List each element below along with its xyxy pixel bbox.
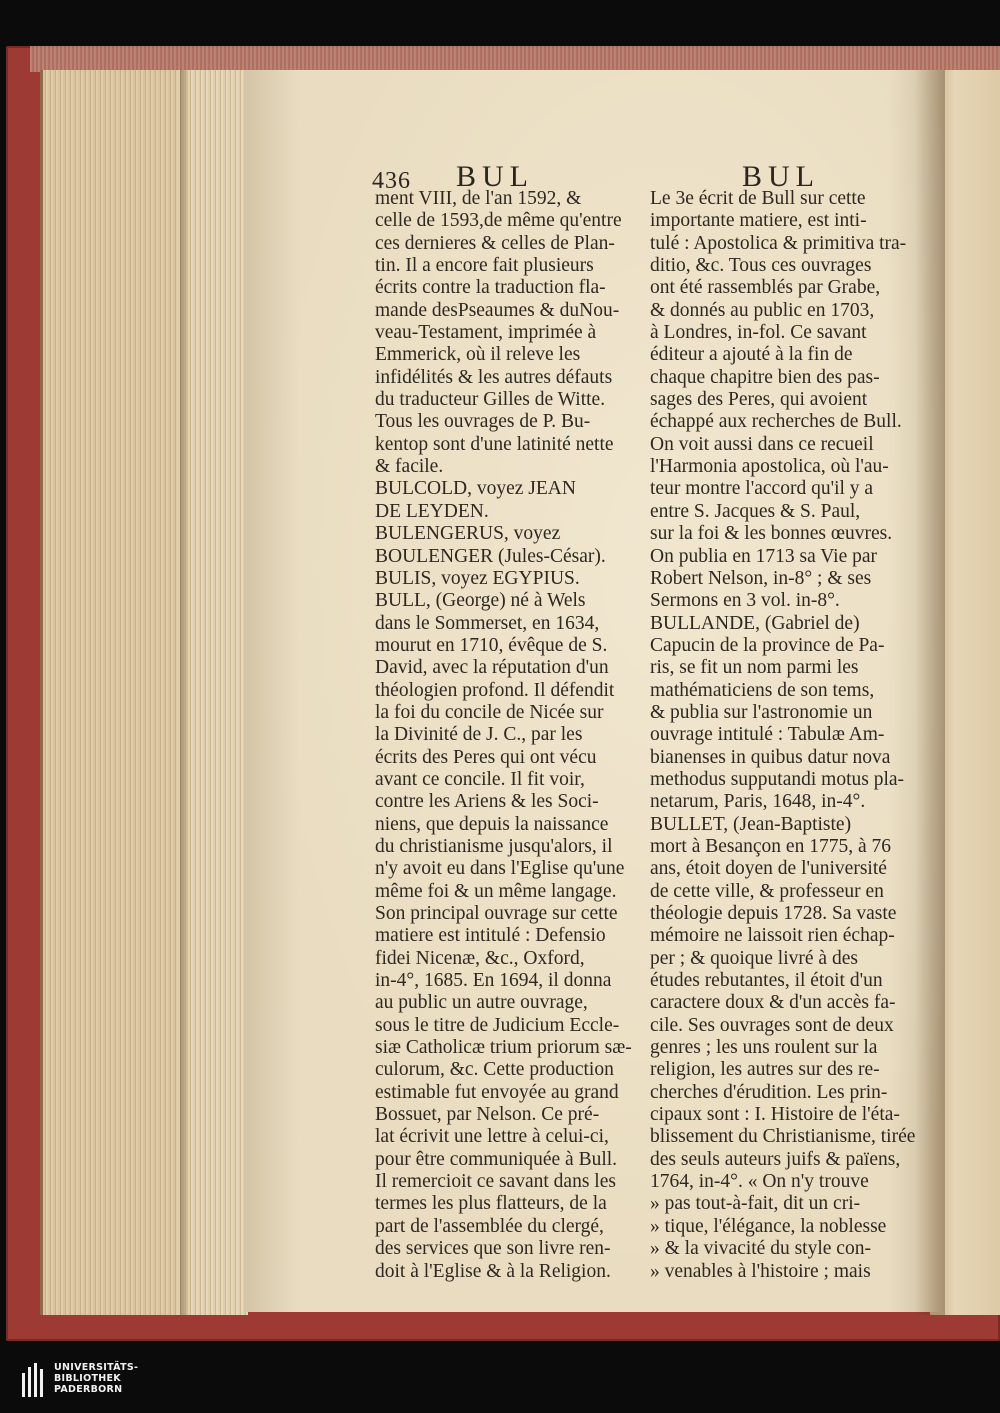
text-line: importante matiere, est inti- (650, 210, 867, 232)
text-column-left (375, 188, 645, 1283)
running-header-left: BUL (456, 160, 534, 193)
book-cover-edge (30, 46, 1000, 72)
text-line: Bossuet, par Nelson. Ce pré- (375, 1104, 600, 1126)
text-line: Le 3e écrit de Bull sur cette (650, 188, 866, 209)
text-line: ment VIII, de l'an 1592, & (375, 188, 582, 209)
text-line: études rebutantes, il étoit d'un (650, 970, 883, 992)
text-line: teur montre l'accord qu'il y a (650, 478, 874, 500)
text-line: veau-Testament, imprimée à (375, 322, 597, 344)
text-line: écrits contre la traduction fla- (375, 277, 606, 299)
text-line: David, avec la réputation d'un (375, 657, 609, 679)
text-line: la Divinité de J. C., par les (375, 724, 583, 746)
text-line: ris, se fit un nom parmi les (650, 657, 859, 679)
text-line: infidélités & les autres défauts (375, 366, 613, 388)
text-line: sages des Peres, qui avoient (650, 389, 868, 411)
text-column-right (650, 188, 915, 1283)
text-line: tulé : Apostolica & primitiva tra- (650, 232, 907, 254)
text-line: mémoire ne laissoit rien échap- (650, 925, 895, 947)
text-line: bianenses in quibus datur nova (650, 746, 891, 768)
text-line: du traducteur Gilles de Witte. (375, 389, 606, 411)
text-line: & publia sur l'astronomie un (650, 701, 873, 723)
text-line: termes les plus flatteurs, de la (375, 1193, 607, 1215)
text-line: sur la foi & les bonnes œuvres. (650, 523, 893, 545)
text-line: On voit aussi dans ce recueil (650, 433, 874, 455)
text-line: matiere est intitulé : Defensio (375, 925, 606, 947)
text-line: mande desPseaumes & duNou- (375, 299, 620, 321)
text-line: BULLANDE, (Gabriel de) (650, 612, 860, 634)
text-line: BULLET, (Jean-Baptiste) (650, 813, 852, 835)
text-line: entre S. Jacques & S. Paul, (650, 500, 861, 522)
text-line: échappé aux recherches de Bull. (650, 411, 902, 433)
text-line: BULCOLD, voyez JEAN (375, 478, 576, 500)
text-line: à Londres, in-fol. Ce savant (650, 322, 867, 344)
text-line: mort à Besançon en 1775, à 76 (650, 835, 891, 857)
text-line: ont été rassemblés par Grabe, (650, 277, 881, 299)
library-logo-text (54, 1362, 138, 1395)
logo-line-3: PADERBORN (54, 1384, 123, 1395)
text-line: BOULENGER (Jules-César). (375, 545, 606, 567)
text-line: genres ; les uns roulent sur la (650, 1037, 878, 1059)
text-line: caractere doux & d'un accès fa- (650, 992, 896, 1014)
text-line: blissement du Christianisme, tirée (650, 1126, 916, 1148)
text-line: » venables à l'histoire ; mais (650, 1260, 871, 1282)
text-line: netarum, Paris, 1648, in-4°. (650, 791, 866, 813)
text-line: estimable fut envoyée au grand (375, 1081, 619, 1103)
text-line: la foi du concile de Nicée sur (375, 701, 604, 723)
text-line: per ; & quoique livré à des (650, 947, 858, 969)
text-line: cile. Ses ouvrages sont de deux (650, 1014, 894, 1036)
text-line: Il remercioit ce savant dans les (375, 1171, 616, 1193)
text-line: doit à l'Eglise & à la Religion. (375, 1260, 611, 1282)
text-line: des seuls auteurs juifs & païens, (650, 1148, 901, 1170)
page-gutter (915, 70, 945, 1315)
text-line: » & la vivacité du style con- (650, 1238, 871, 1260)
text-line: methodus supputandi motus pla- (650, 768, 905, 790)
text-line: théologien profond. Il défendit (375, 679, 615, 701)
text-line: sous le titre de Judicium Eccle- (375, 1014, 620, 1036)
text-line: » tique, l'élégance, la noblesse (650, 1215, 887, 1237)
text-line: tin. Il a encore fait plusieurs (375, 255, 594, 277)
text-line: religion, les autres sur des re- (650, 1059, 880, 1081)
page-edge-shadow (180, 70, 188, 1315)
text-line: de cette ville, & professeur en (650, 880, 884, 902)
text-line: ouvrage intitulé : Tabulæ Am- (650, 724, 885, 746)
logo-line-2: BIBLIOTHEK (54, 1373, 121, 1384)
text-line: au public un autre ouvrage, (375, 992, 588, 1014)
page-edges-left (40, 70, 183, 1315)
text-line: ces dernieres & celles de Plan- (375, 232, 615, 254)
text-line: théologie depuis 1728. Sa vaste (650, 903, 897, 924)
text-line: kentop sont d'une latinité nette (375, 433, 614, 455)
page-number: 436 (372, 168, 411, 194)
page-edges-inner (178, 70, 248, 1315)
text-line: Robert Nelson, in-8° ; & ses (650, 567, 872, 589)
text-line: éditeur a ajouté à la fin de (650, 344, 853, 366)
text-line: BULIS, voyez EGYPIUS. (375, 567, 580, 589)
text-line: in-4°, 1685. En 1694, il donna (375, 970, 612, 992)
text-line: ditio, &c. Tous ces ouvrages (650, 255, 872, 277)
library-logo-icon (22, 1363, 44, 1397)
text-line: du christianisme jusqu'alors, il (375, 835, 613, 857)
text-line: chaque chapitre bien des pas- (650, 366, 880, 388)
text-line: cherches d'érudition. Les prin- (650, 1081, 888, 1103)
text-line: part de l'assemblée du clergé, (375, 1215, 604, 1237)
text-line: Son principal ouvrage sur cette (375, 903, 618, 924)
text-line: & facile. (375, 456, 444, 478)
text-line: n'y avoit eu dans l'Eglise qu'une (375, 858, 625, 880)
text-line: culorum, &c. Cette production (375, 1059, 614, 1081)
text-line: 1764, in-4°. « On n'y trouve (650, 1171, 869, 1193)
text-line: avant ce concile. Il fit voir, (375, 768, 585, 790)
text-line: & donnés au public en 1703, (650, 299, 875, 321)
text-line: siæ Catholicæ trium priorum sæ- (375, 1037, 632, 1059)
text-line: dans le Sommerset, en 1634, (375, 612, 600, 634)
text-line: même foi & un même langage. (375, 880, 617, 902)
text-line: » pas tout-à-fait, dit un cri- (650, 1193, 861, 1215)
text-line: Emmerick, où il releve les (375, 344, 581, 366)
text-line: BULL, (George) né à Wels (375, 590, 586, 612)
text-line: mourut en 1710, évêque de S. (375, 634, 608, 656)
text-line: BULENGERUS, voyez (375, 523, 561, 545)
text-line: niens, que depuis la naissance (375, 813, 609, 835)
text-line: ans, étoit doyen de l'université (650, 858, 887, 880)
text-line: des services que son livre ren- (375, 1238, 611, 1260)
text-line: Tous les ouvrages de P. Bu- (375, 411, 591, 433)
text-line: mathématiciens de son tems, (650, 679, 875, 701)
text-line: cipaux sont : I. Histoire de l'éta- (650, 1104, 900, 1126)
text-line: DE LEYDEN. (375, 500, 489, 522)
text-line: lat écrivit une lettre à celui-ci, (375, 1126, 609, 1148)
text-line: Capucin de la province de Pa- (650, 634, 885, 656)
text-line: écrits des Peres qui ont vécu (375, 746, 597, 768)
text-line: l'Harmonia apostolica, où l'au- (650, 456, 889, 478)
text-line: Sermons en 3 vol. in-8°. (650, 590, 840, 612)
text-line: contre les Ariens & les Soci- (375, 791, 599, 813)
running-header-right: BUL (742, 160, 820, 193)
text-line: On publia en 1713 sa Vie par (650, 545, 878, 567)
text-line: pour être communiquée à Bull. (375, 1148, 618, 1170)
text-line: celle de 1593,de même qu'entre (375, 210, 622, 232)
text-line: fidei Nicenæ, &c., Oxford, (375, 947, 585, 969)
logo-line-1: UNIVERSITÄTS- (54, 1362, 139, 1373)
